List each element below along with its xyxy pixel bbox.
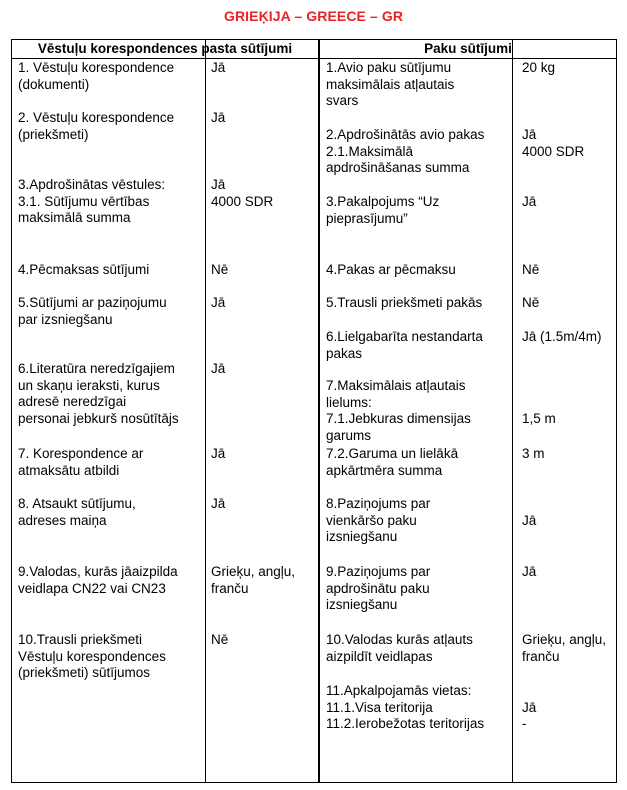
letters-value: Jā — [211, 496, 226, 511]
parcels-label: 1.Avio paku sūtījumu maksimālais atļautais svars — [326, 60, 455, 108]
parcels-label: 3.Pakalpojums “Uz pieprasījumu” — [326, 194, 440, 226]
letters-label: 8. Atsaukt sūtījumu, adreses maiņa — [18, 496, 136, 528]
column-divider — [512, 40, 513, 782]
letters-label: 7. Korespondence ar atmaksātu atbildi — [18, 446, 144, 478]
parcels-value: Jā — [522, 564, 537, 579]
parcels-value: Jā (1.5m/4m) — [522, 329, 602, 344]
letters-label: 4.Pēcmaksas sūtījumi — [18, 262, 150, 277]
parcels-label: 7.Maksimālais atļautais lielums: 7.1.Jebkuras dimensijas garums — [326, 378, 471, 443]
letters-header: Vēstuļu korespondences pasta sūtījumi — [37, 41, 293, 56]
letters-label: 1. Vēstuļu korespondence (dokumenti) — [18, 60, 175, 92]
parcels-header: Paku sūtījumi — [424, 41, 512, 56]
parcels-label: 2.Apdrošinātās avio pakas 2.1.Maksimālā apdrošināšanas summa — [326, 127, 485, 175]
parcels-value: Nē — [522, 295, 540, 310]
parcels-label: 8.Paziņojums par vienkāršo paku izsniegšanu — [326, 496, 431, 544]
page-title: GRIEĶIJA – GREECE – GR — [223, 8, 404, 24]
parcels-label: 6.Lielgabarīta nestandarta pakas — [326, 329, 483, 361]
letters-label: 5.Sūtījumi ar paziņojumu par izsniegšanu — [18, 295, 167, 327]
letters-value: Jā — [211, 295, 226, 310]
letters-label: 9.Valodas, kurās jāaizpilda veidlapa CN22 vai CN23 — [18, 564, 178, 596]
letters-value: Jā — [211, 60, 226, 75]
letters-value: Grieķu, angļu, franču — [211, 564, 296, 596]
letters-label: 10.Trausli priekšmeti Vēstuļu korespondences (priekšmeti) sūtījumos — [18, 632, 166, 680]
parcels-label: 10.Valodas kurās atļauts aizpildīt veidlapas — [326, 632, 473, 664]
parcels-value: 3 m — [522, 446, 545, 461]
parcels-value: 20 kg — [522, 60, 556, 75]
letters-label: 6.Literatūra neredzīgajiem un skaņu ieraksti, kurus adresē neredzīgai personai jebkurš nosūtītājs — [18, 361, 179, 426]
letters-value: Nē — [211, 632, 229, 647]
parcels-label: 4.Pakas ar pēcmaksu — [326, 262, 456, 277]
parcels-value: Jā — [522, 513, 537, 528]
center-divider — [318, 40, 320, 782]
parcels-label: 9.Paziņojums par apdrošinātu paku izsniegšanu — [326, 564, 431, 612]
parcels-label: 11.Apkalpojamās vietas: 11.1.Visa teritorija 11.2.Ierobežotas teritorijas — [326, 683, 485, 731]
parcels-value: Jā — [522, 194, 537, 209]
letters-value: Nē — [211, 262, 229, 277]
letters-value: Jā — [211, 361, 226, 376]
parcels-value: Jā 4000 SDR — [522, 127, 585, 159]
letters-value: Jā 4000 SDR — [211, 177, 274, 209]
letters-value: Jā — [211, 110, 226, 125]
parcels-label: 7.2.Garuma un lielākā apkārtmēra summa — [326, 446, 459, 478]
parcels-value: 1,5 m — [522, 411, 556, 426]
header-divider — [12, 58, 616, 59]
services-table — [11, 39, 617, 783]
parcels-label: 5.Trausli priekšmeti pakās — [326, 295, 483, 310]
letters-label: 3.Apdrošinātas vēstules: 3.1. Sūtījumu vērtības maksimālā summa — [18, 177, 166, 225]
column-divider — [205, 40, 206, 782]
parcels-value: Grieķu, angļu, franču — [522, 632, 607, 664]
parcels-value: Nē — [522, 262, 540, 277]
letters-value: Jā — [211, 446, 226, 461]
parcels-value: Jā - — [522, 699, 537, 731]
letters-label: 2. Vēstuļu korespondence (priekšmeti) — [18, 110, 175, 142]
